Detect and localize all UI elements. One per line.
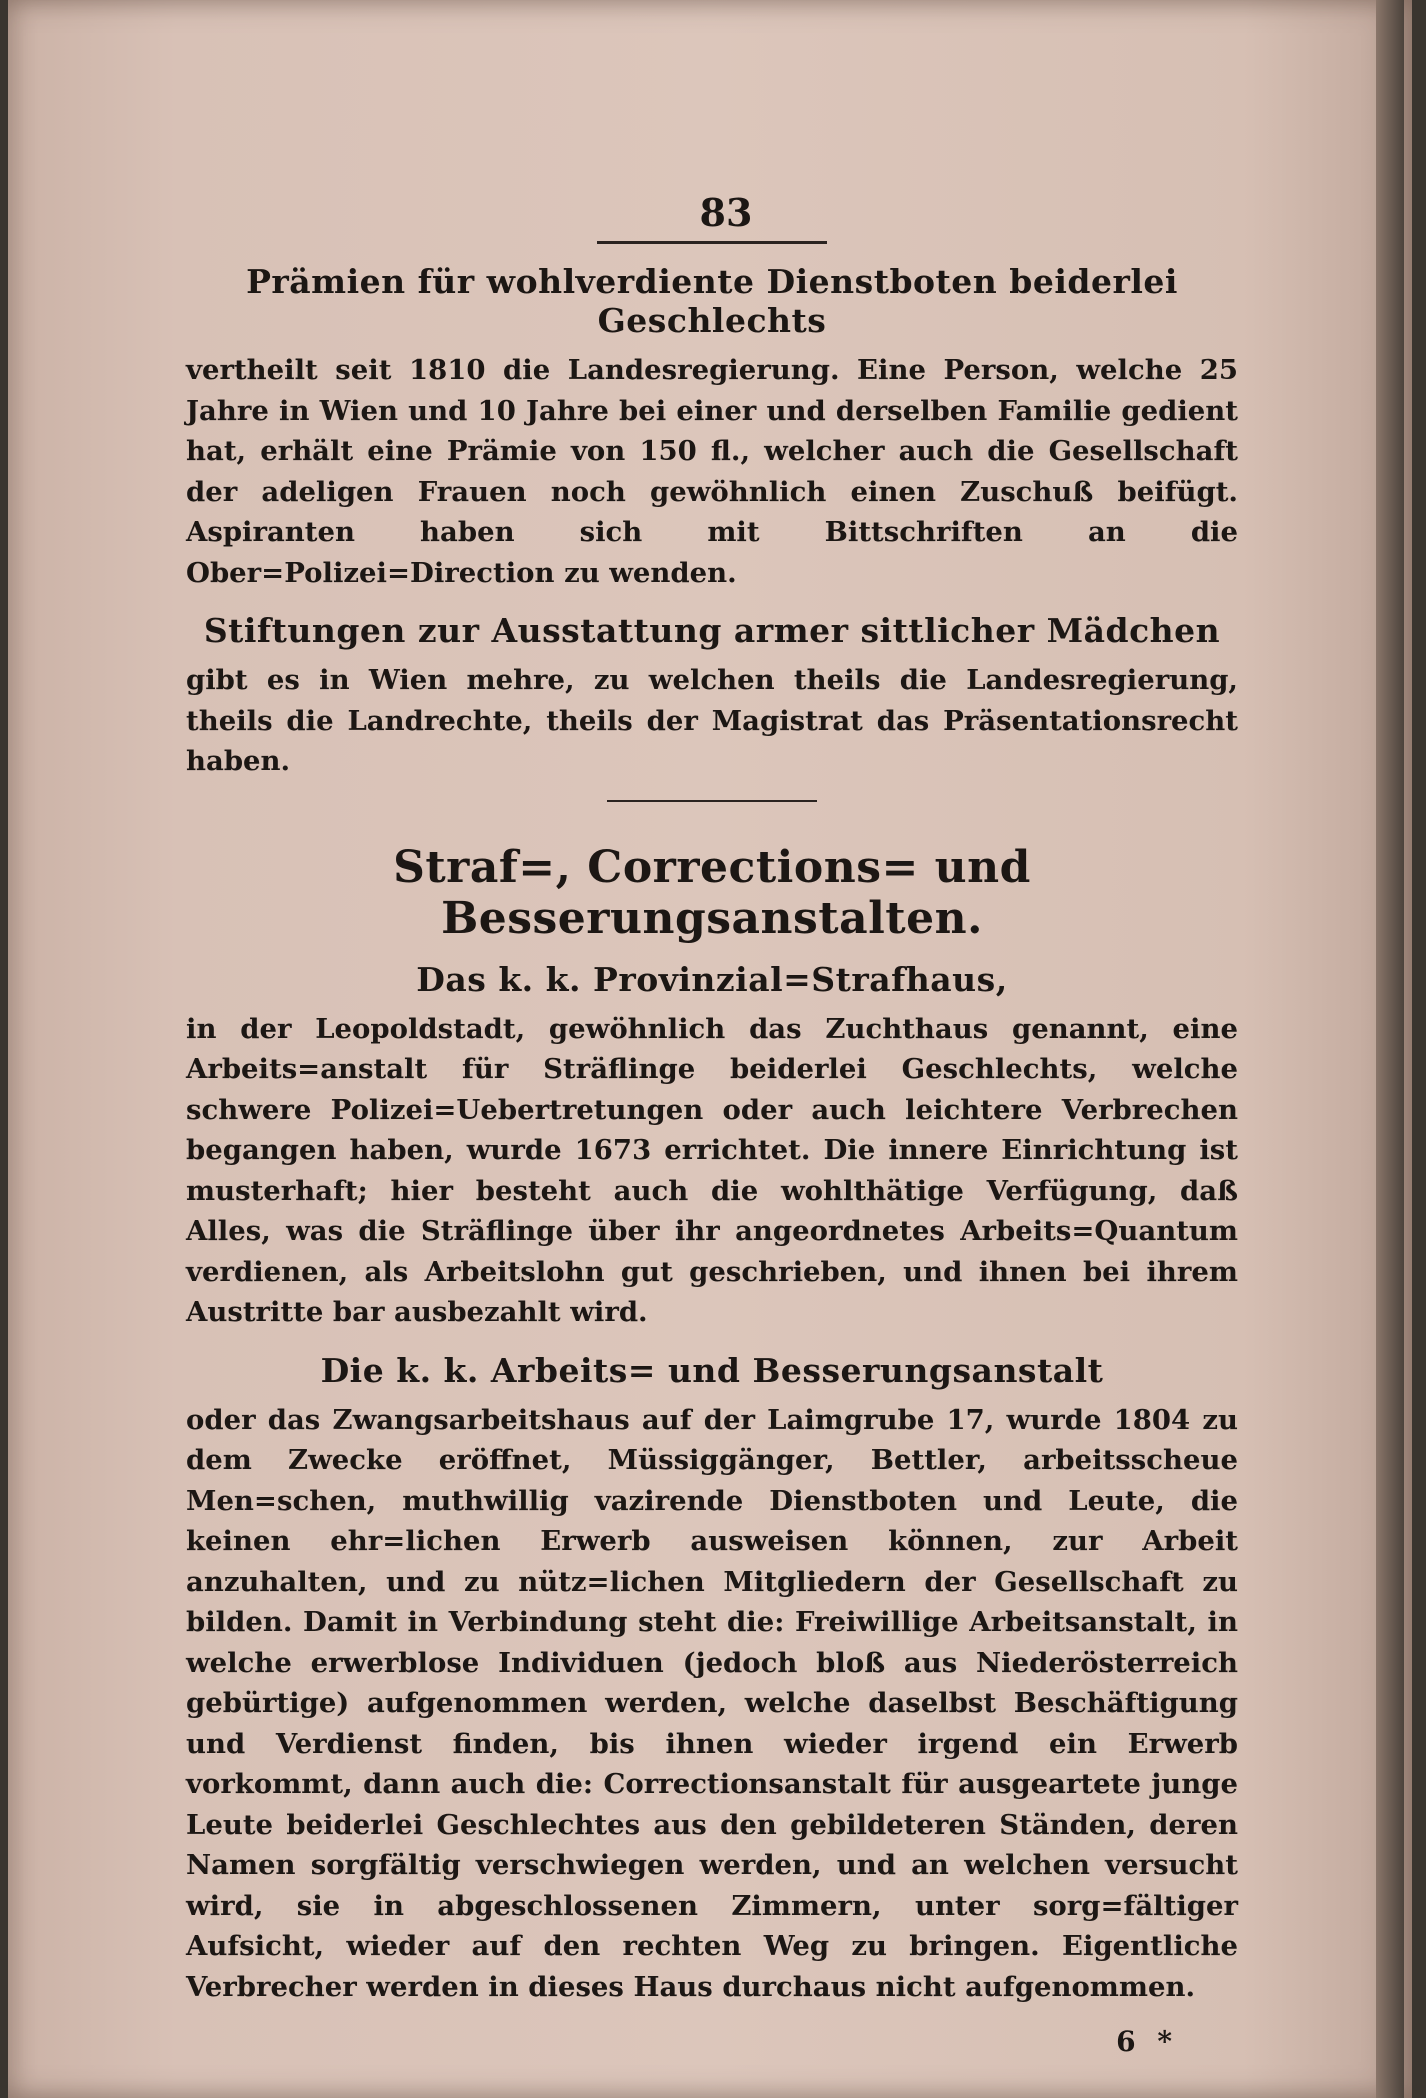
section-heading-stiftungen: Stiftungen zur Ausstattung armer sittlicher Mädchen	[203, 611, 1221, 650]
section-heading-arbeitsanstalt: Die k. k. Arbeits= und Besserungsanstalt	[320, 1350, 1104, 1390]
section-heading-strafhaus: Das k. k. Provinzial=Strafhaus,	[416, 959, 1008, 999]
chapter-title: Straf=, Corrections= und Besserungsanstalten.	[393, 841, 1031, 944]
book-spine	[1376, 0, 1404, 2098]
section-text-strafhaus: in der Leopoldstadt, gewöhnlich das Zuchthaus genannt, eine Arbeits=anstalt für Sträflinge beiderlei Geschlechts, welche schwere Polizei=Uebertretungen oder auch leichtere Verbrechen begangen haben, wurde 1673 errichtet. Die innere Einrichtung ist musterhaft; hier besteht auch die wohlthätige Verfügung, daß Alles, was die Sträflinge über ihr angeordnetes Arbeits=Quantum verdienen, als Arbeitslohn gut geschrieben, und ihnen bei ihrem Austritte bar ausbezahlt wird.	[186, 1012, 1238, 1328]
page-number: 83	[699, 190, 753, 235]
section-text-stiftungen: gibt es in Wien mehre, zu welchen theils die Landesregierung, theils die Landrechte, theils der Magistrat das Präsentationsrecht haben.	[186, 664, 1238, 777]
header-rule	[597, 241, 827, 244]
section-text-arbeitsanstalt: oder das Zwangsarbeitshaus auf der Laimgrube 17, wurde 1804 zu dem Zwecke eröffnet, Müssiggänger, Bettler, arbeitsscheue Men=schen, muthwillig vazirende Dienstboten und Leute, die keinen ehr=lichen Erwerb ausweisen können, zur Arbeit anzuhalten, und zu nütz=lichen Mitgliedern der Gesellschaft zu bilden. Damit in Verbindung steht die: Freiwillige Arbeitsanstalt, in welche erwerblose Individuen (jedoch bloß aus Niederösterreich gebürtige) aufgenommen werden, welche daselbst Beschäftigung und Verdienst finden, bis ihnen wieder irgend ein Erwerb vorkommt, dann auch die: Correctionsanstalt für ausgeartete junge Leute beiderlei Geschlechtes aus den gebildeteren Ständen, deren Namen sorgfältig verschwiegen werden, und an welchen versucht wird, sie in abgeschlossenen Zimmern, unter sorg=fältiger Aufsicht, wieder auf den rechten Weg zu bringen. Eigentliche Verbrecher werden in dieses Haus durchaus nicht aufgenommen.	[186, 1403, 1238, 2003]
section-heading-praemien: Prämien für wohlverdiente Dienstboten beiderlei Geschlechts	[246, 262, 1178, 340]
page-content	[186, 190, 1238, 2058]
signature-mark: 6 *	[1116, 2025, 1178, 2058]
book-page	[8, 0, 1412, 2098]
section-text-praemien: vertheilt seit 1810 die Landesregierung. Eine Person, welche 25 Jahre in Wien und 10 Jahre bei einer und derselben Familie gedient hat, erhält eine Prämie von 150 fl., welcher auch die Gesellschaft der adeligen Frauen noch gewöhnlich einen Zuschuß beifügt. Aspiranten haben sich mit Bittschriften an die Ober=Polizei=Direction zu wenden.	[186, 354, 1238, 589]
section-divider	[607, 800, 817, 802]
